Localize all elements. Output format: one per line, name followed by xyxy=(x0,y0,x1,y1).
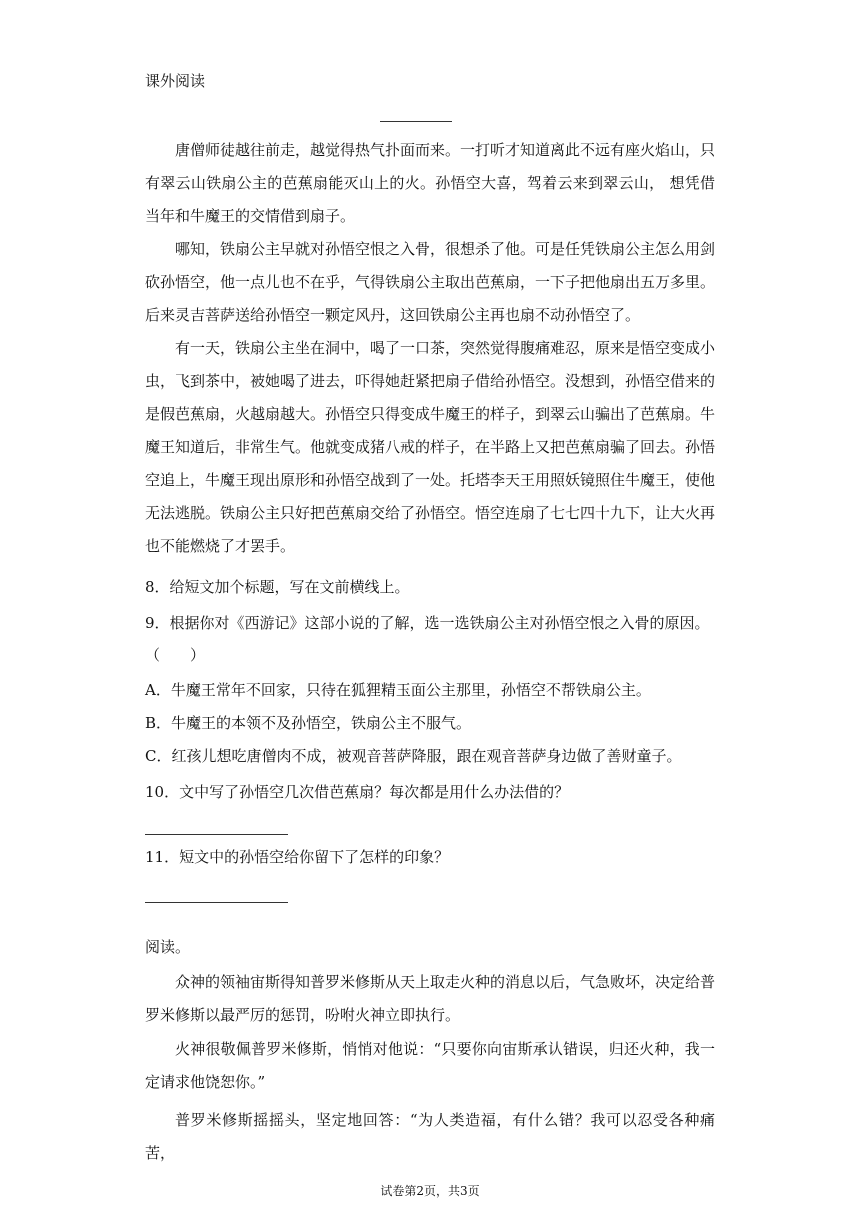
reading-2-heading: 阅读。 xyxy=(145,938,191,956)
question-9: 9．根据你对《西游记》这部小说的了解，选一选铁扇公主对孙悟空恨之入骨的原因。 xyxy=(145,614,710,632)
reading-2-paragraph-1: 众神的领袖宙斯得知普罗米修斯从天上取走火种的消息以后，气急败坏，决定给普罗米修斯以最严厉的惩罚，吩咐火神立即执行。 xyxy=(145,973,716,1024)
question-10-answer-line[interactable] xyxy=(145,834,288,835)
reading-2-paragraph-3: 普罗米修斯摇摇头，坚定地回答：“为人类造福，有什么错？我可以忍受各种痛苦， xyxy=(145,1111,715,1162)
reading-2-paragraph-2: 火神很敬佩普罗米修斯，悄悄对他说：“只要你向宙斯承认错误，归还火种，我一定请求他饶恕你。” xyxy=(145,1040,715,1091)
question-9-option-b[interactable]: B．牛魔王的本领不及孙悟空，铁扇公主不服气。 xyxy=(145,714,472,732)
title-blank-line[interactable] xyxy=(380,121,452,122)
question-10: 10．文中写了孙悟空几次借芭蕉扇？每次都是用什么办法借的？ xyxy=(145,783,570,801)
question-9-answer-bracket[interactable]: （ ） xyxy=(145,646,206,664)
question-11-answer-line[interactable] xyxy=(145,902,288,903)
question-9-option-c[interactable]: C．红孩儿想吃唐僧肉不成，被观音菩萨降服，跟在观音菩萨身边做了善财童子。 xyxy=(145,747,682,765)
reading-heading: 课外阅读 xyxy=(145,72,206,90)
question-9-option-a[interactable]: A．牛魔王常年不回家，只待在狐狸精玉面公主那里，孙悟空不帮铁扇公主。 xyxy=(145,681,651,699)
passage-paragraph-3: 有一天，铁扇公主坐在洞中，喝了一口茶，突然觉得腹痛难忍，原来是悟空变成小虫，飞到茶中，被她喝了进去，吓得她赶紧把扇子借给孙悟空。没想到，孙悟空借来的是假芭蕉扇，火越扇越大。孙悟空只得变成牛魔王的样子，到翠云山骗出了芭蕉扇。牛魔王知道后，非常生气。他就变成猪八戒的样子，在半路上又把芭蕉扇骗了回去。孙悟空追上，牛魔王现出原形和孙悟空战到了一处。托塔李天王用照妖镜照住牛魔王，使他无法逃脱。铁扇公主只好把芭蕉扇交给了孙悟空。悟空连扇了七七四十九下，让大火再也不能燃烧了才罢手。 xyxy=(145,339,716,555)
question-8: 8．给短文加个标题，写在文前横线上。 xyxy=(145,578,410,596)
page-footer: 试卷第2页，共3页 xyxy=(380,1184,480,1198)
passage-paragraph-2: 哪知，铁扇公主早就对孙悟空恨之入骨，很想杀了他。可是任凭铁扇公主怎么用剑砍孙悟空，他一点儿也不在乎，气得铁扇公主取出芭蕉扇，一下子把他扇出五万多里。后来灵吉菩萨送给孙悟空一颗定风丹，这回铁扇公主再也扇不动孙悟空了。 xyxy=(145,240,716,324)
question-11: 11．短文中的孙悟空给你留下了怎样的印象？ xyxy=(145,848,450,866)
passage-paragraph-1: 唐僧师徒越往前走，越觉得热气扑面而来。一打听才知道离此不远有座火焰山，只有翠云山铁扇公主的芭蕉扇能灭山上的火。孙悟空大喜，驾着云来到翠云山， 想凭借当年和牛魔王的交情借到扇子。 xyxy=(145,141,716,225)
